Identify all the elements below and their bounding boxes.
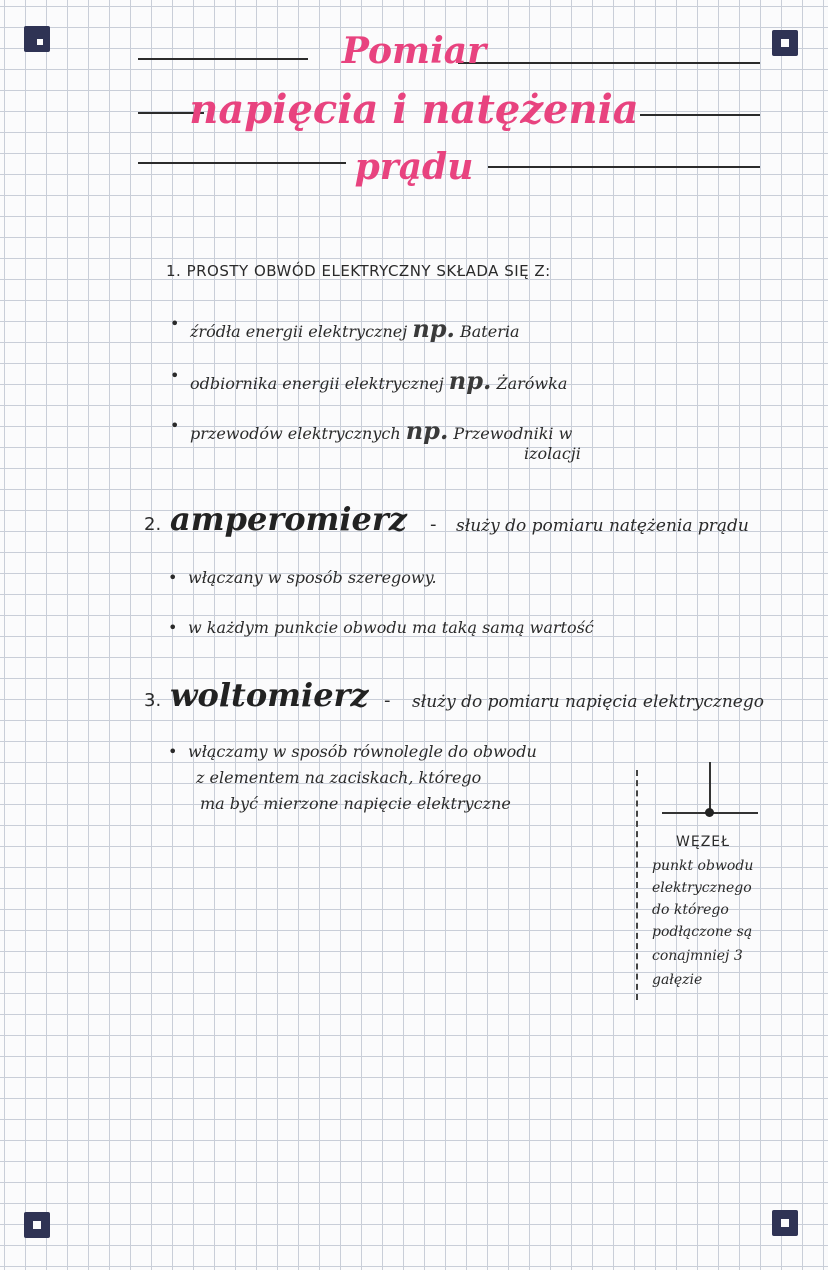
list-item	[190, 314, 520, 343]
note-line: gałęzie	[652, 972, 703, 988]
item-example: Żarówka	[496, 374, 568, 393]
list-item-continued: ma być mierzone napięcie elektryczne	[200, 794, 511, 813]
np-abbrev: np.	[448, 366, 492, 395]
item-text: przewodów elektrycznych	[190, 424, 401, 443]
title-line-2: napięcia i natężenia	[189, 86, 639, 133]
corner-marker-bottom-left	[24, 1212, 50, 1238]
dashed-separator	[636, 770, 638, 1000]
list-item	[190, 366, 567, 395]
np-abbrev: np.	[405, 416, 449, 445]
note-line: elektrycznego	[652, 880, 752, 896]
section3-description: służy do pomiaru napięcia elektrycznego	[412, 692, 764, 712]
item-text: odbiornika energii elektrycznej	[190, 374, 444, 393]
section2-description: służy do pomiaru natężenia prądu	[456, 516, 749, 536]
note-heading: WĘZEŁ	[676, 834, 730, 850]
section1-heading: 1. PROSTY OBWÓD ELEKTRYCZNY SKŁADA SIĘ Z:	[166, 262, 551, 280]
list-item	[190, 416, 572, 445]
junction-wire-vertical	[709, 762, 711, 814]
section2-number: 2.	[144, 514, 162, 535]
note-line: punkt obwodu	[652, 858, 754, 874]
note-line: conajmniej 3	[652, 948, 743, 964]
note-line: do którego	[652, 902, 729, 918]
item-example: Bateria	[460, 322, 520, 341]
np-abbrev: np.	[412, 314, 455, 343]
item-text: źródła energii elektrycznej	[190, 322, 408, 341]
title-line-3: prądu	[354, 146, 474, 188]
list-item: • włączany w sposób szeregowy.	[188, 568, 437, 587]
section3-number: 3.	[144, 690, 162, 711]
note-line: podłączone są	[652, 924, 753, 940]
section2-dash: -	[430, 514, 437, 535]
section3-name: woltomierz	[170, 676, 369, 714]
item-example: Przewodniki w	[453, 424, 573, 443]
list-item: • włączamy w sposób równolegle do obwodu	[188, 742, 537, 761]
list-item: • w każdym punkcie obwodu ma taką samą wartość	[188, 618, 594, 637]
list-item-continued: z elementem na zaciskach, którego	[196, 768, 482, 787]
section3-dash: -	[384, 690, 391, 711]
title-line-1: Pomiar	[341, 30, 487, 72]
corner-marker-bottom-right	[772, 1210, 798, 1236]
item-example-continued: izolacji	[524, 444, 581, 463]
section2-name: amperomierz	[170, 500, 407, 538]
junction-node-dot	[705, 808, 714, 817]
